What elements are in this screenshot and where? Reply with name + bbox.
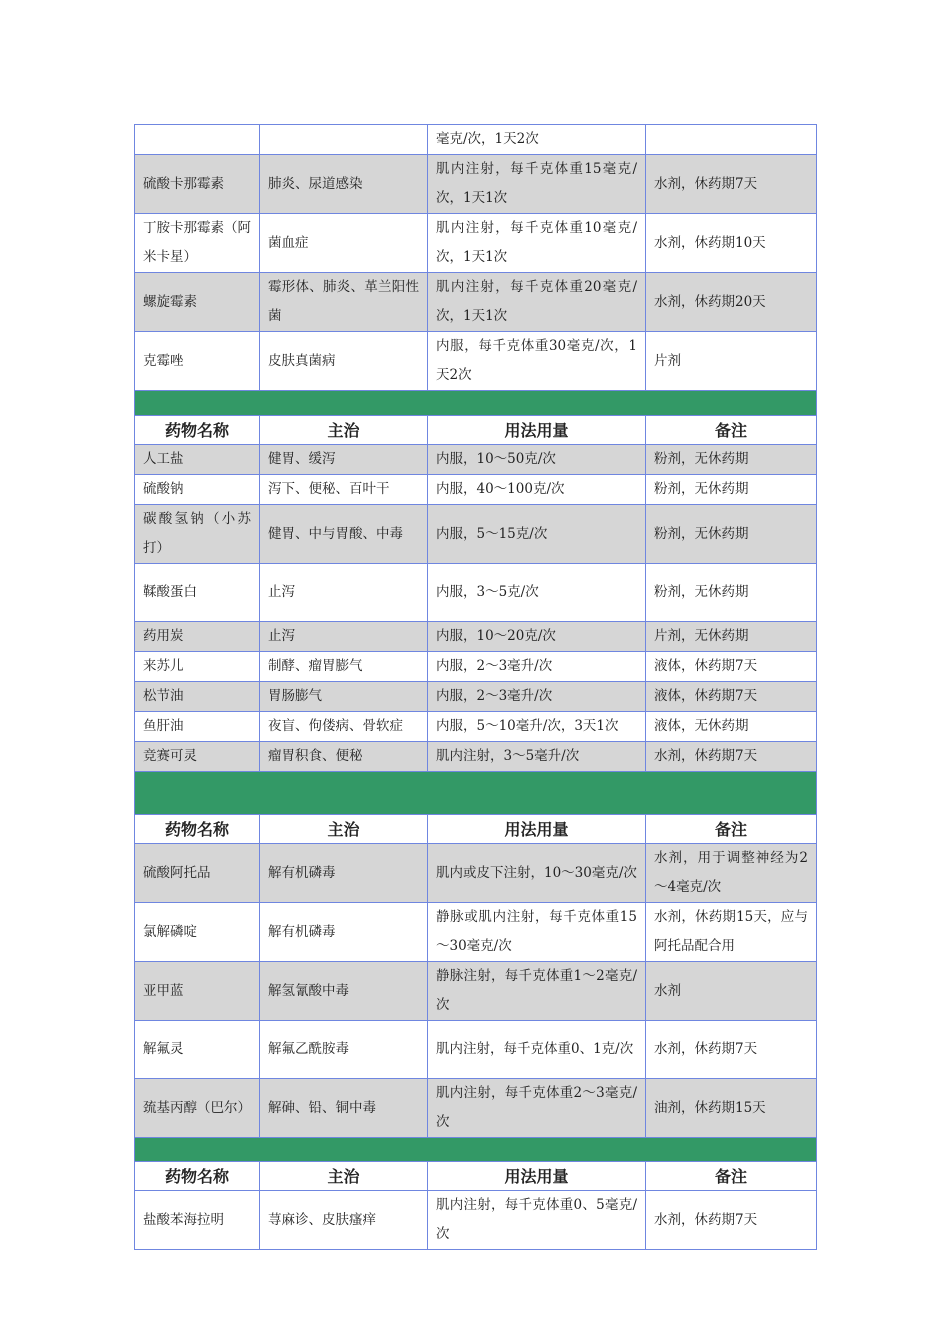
dosage-cell: 肌内注射，每千克体重0、1克/次 bbox=[428, 1021, 646, 1079]
col-header-drug-name: 药物名称 bbox=[135, 416, 260, 445]
dosage-cell: 内服，5～10毫升/次，3天1次 bbox=[428, 712, 646, 742]
section-divider-cell bbox=[135, 1138, 817, 1162]
table-row bbox=[135, 903, 817, 962]
table-row bbox=[135, 652, 817, 682]
header-row bbox=[135, 416, 817, 445]
indication-cell: 夜盲、佝偻病、骨软症 bbox=[260, 712, 428, 742]
col-header-dosage: 用法用量 bbox=[428, 815, 646, 844]
section-divider-cell bbox=[135, 391, 817, 416]
drug-name-cell: 竞赛可灵 bbox=[135, 742, 260, 772]
remark-cell: 水剂，休药期10天 bbox=[646, 214, 817, 273]
table-row bbox=[135, 214, 817, 273]
remark-cell: 水剂，休药期15天，应与阿托品配合用 bbox=[646, 903, 817, 962]
drug-name-cell: 克霉唑 bbox=[135, 332, 260, 391]
indication-cell bbox=[260, 125, 428, 155]
indication-cell: 泻下、便秘、百叶干 bbox=[260, 475, 428, 505]
dosage-cell: 静脉或肌内注射，每千克体重15～30毫克/次 bbox=[428, 903, 646, 962]
drug-name-cell: 硫酸卡那霉素 bbox=[135, 155, 260, 214]
dosage-cell: 静脉注射，每千克体重1～2毫克/次 bbox=[428, 962, 646, 1021]
remark-cell: 粉剂，无休药期 bbox=[646, 564, 817, 622]
section-divider-band bbox=[135, 1138, 817, 1162]
indication-cell: 解氟乙酰胺毒 bbox=[260, 1021, 428, 1079]
drug-name-cell: 解氟灵 bbox=[135, 1021, 260, 1079]
remark-cell: 液体，休药期7天 bbox=[646, 682, 817, 712]
remark-cell: 油剂，休药期15天 bbox=[646, 1079, 817, 1138]
remark-cell: 粉剂，无休药期 bbox=[646, 505, 817, 564]
dosage-cell: 肌内注射，每千克体重10毫克/次，1天1次 bbox=[428, 214, 646, 273]
table-row bbox=[135, 962, 817, 1021]
dosage-cell: 毫克/次，1天2次 bbox=[428, 125, 646, 155]
remark-cell bbox=[646, 125, 817, 155]
drug-name-cell: 硫酸阿托品 bbox=[135, 844, 260, 903]
drug-name-cell: 螺旋霉素 bbox=[135, 273, 260, 332]
dosage-cell: 肌内注射，每千克体重0、5毫克/次 bbox=[428, 1191, 646, 1250]
drug-name-cell: 丁胺卡那霉素（阿米卡星） bbox=[135, 214, 260, 273]
section-divider-band bbox=[135, 772, 817, 815]
table-row bbox=[135, 475, 817, 505]
table-row bbox=[135, 1191, 817, 1250]
remark-cell: 水剂，用于调整神经为2～4毫克/次 bbox=[646, 844, 817, 903]
dosage-cell: 内服，10～20克/次 bbox=[428, 622, 646, 652]
table-row bbox=[135, 742, 817, 772]
remark-cell: 粉剂，无休药期 bbox=[646, 445, 817, 475]
table-row bbox=[135, 844, 817, 903]
table-row bbox=[135, 155, 817, 214]
drug-name-cell: 药用炭 bbox=[135, 622, 260, 652]
col-header-dosage: 用法用量 bbox=[428, 1162, 646, 1191]
remark-cell: 片剂，无休药期 bbox=[646, 622, 817, 652]
col-header-remark: 备注 bbox=[646, 815, 817, 844]
dosage-cell: 内服，5～15克/次 bbox=[428, 505, 646, 564]
dosage-cell: 肌内注射，每千克体重2～3毫克/次 bbox=[428, 1079, 646, 1138]
indication-cell: 制酵、瘤胃膨气 bbox=[260, 652, 428, 682]
dosage-cell: 内服，10～50克/次 bbox=[428, 445, 646, 475]
remark-cell: 水剂，休药期20天 bbox=[646, 273, 817, 332]
table-row bbox=[135, 682, 817, 712]
indication-cell: 荨麻诊、皮肤瘙痒 bbox=[260, 1191, 428, 1250]
indication-cell: 解氢氰酸中毒 bbox=[260, 962, 428, 1021]
header-row bbox=[135, 815, 817, 844]
header-row bbox=[135, 1162, 817, 1191]
col-header-indication: 主治 bbox=[260, 815, 428, 844]
table-row bbox=[135, 332, 817, 391]
drug-name-cell: 松节油 bbox=[135, 682, 260, 712]
section-divider-cell bbox=[135, 772, 817, 815]
table-row bbox=[135, 1021, 817, 1079]
indication-cell: 霉形体、肺炎、革兰阳性菌 bbox=[260, 273, 428, 332]
table-row bbox=[135, 564, 817, 622]
dosage-cell: 内服，2～3毫升/次 bbox=[428, 652, 646, 682]
drug-name-cell: 来苏儿 bbox=[135, 652, 260, 682]
remark-cell: 液体，无休药期 bbox=[646, 712, 817, 742]
remark-cell: 水剂，休药期7天 bbox=[646, 155, 817, 214]
section-divider-band bbox=[135, 391, 817, 416]
indication-cell: 瘤胃积食、便秘 bbox=[260, 742, 428, 772]
indication-cell: 解有机磷毒 bbox=[260, 903, 428, 962]
col-header-indication: 主治 bbox=[260, 1162, 428, 1191]
drug-table-document bbox=[134, 124, 816, 1250]
drug-table bbox=[134, 124, 817, 1250]
table-row bbox=[135, 622, 817, 652]
remark-cell: 水剂，休药期7天 bbox=[646, 1191, 817, 1250]
col-header-remark: 备注 bbox=[646, 416, 817, 445]
remark-cell: 液体，休药期7天 bbox=[646, 652, 817, 682]
indication-cell: 解砷、铅、铜中毒 bbox=[260, 1079, 428, 1138]
indication-cell: 健胃、缓泻 bbox=[260, 445, 428, 475]
drug-name-cell bbox=[135, 125, 260, 155]
dosage-cell: 肌内注射，每千克体重15毫克/次，1天1次 bbox=[428, 155, 646, 214]
remark-cell: 水剂，休药期7天 bbox=[646, 1021, 817, 1079]
col-header-drug-name: 药物名称 bbox=[135, 1162, 260, 1191]
drug-name-cell: 鱼肝油 bbox=[135, 712, 260, 742]
table-row bbox=[135, 505, 817, 564]
indication-cell: 胃肠膨气 bbox=[260, 682, 428, 712]
drug-name-cell: 巯基丙醇（巴尔） bbox=[135, 1079, 260, 1138]
remark-cell: 水剂 bbox=[646, 962, 817, 1021]
remark-cell: 片剂 bbox=[646, 332, 817, 391]
dosage-cell: 肌内注射，每千克体重20毫克/次，1天1次 bbox=[428, 273, 646, 332]
remark-cell: 水剂，休药期7天 bbox=[646, 742, 817, 772]
dosage-cell: 肌内或皮下注射，10～30毫克/次 bbox=[428, 844, 646, 903]
indication-cell: 肺炎、尿道感染 bbox=[260, 155, 428, 214]
dosage-cell: 内服，每千克体重30毫克/次，1天2次 bbox=[428, 332, 646, 391]
dosage-cell: 内服，3～5克/次 bbox=[428, 564, 646, 622]
drug-name-cell: 亚甲蓝 bbox=[135, 962, 260, 1021]
indication-cell: 菌血症 bbox=[260, 214, 428, 273]
drug-name-cell: 碳酸氢钠（小苏打） bbox=[135, 505, 260, 564]
indication-cell: 皮肤真菌病 bbox=[260, 332, 428, 391]
indication-cell: 解有机磷毒 bbox=[260, 844, 428, 903]
indication-cell: 健胃、中与胃酸、中毒 bbox=[260, 505, 428, 564]
dosage-cell: 肌内注射，3～5毫升/次 bbox=[428, 742, 646, 772]
table-row bbox=[135, 1079, 817, 1138]
table-row bbox=[135, 125, 817, 155]
dosage-cell: 内服，40～100克/次 bbox=[428, 475, 646, 505]
col-header-dosage: 用法用量 bbox=[428, 416, 646, 445]
col-header-drug-name: 药物名称 bbox=[135, 815, 260, 844]
dosage-cell: 内服，2～3毫升/次 bbox=[428, 682, 646, 712]
drug-name-cell: 盐酸苯海拉明 bbox=[135, 1191, 260, 1250]
col-header-indication: 主治 bbox=[260, 416, 428, 445]
table-row bbox=[135, 712, 817, 742]
indication-cell: 止泻 bbox=[260, 564, 428, 622]
drug-name-cell: 鞣酸蛋白 bbox=[135, 564, 260, 622]
remark-cell: 粉剂，无休药期 bbox=[646, 475, 817, 505]
drug-name-cell: 氯解磷啶 bbox=[135, 903, 260, 962]
drug-name-cell: 硫酸钠 bbox=[135, 475, 260, 505]
table-row bbox=[135, 445, 817, 475]
drug-name-cell: 人工盐 bbox=[135, 445, 260, 475]
indication-cell: 止泻 bbox=[260, 622, 428, 652]
table-row bbox=[135, 273, 817, 332]
col-header-remark: 备注 bbox=[646, 1162, 817, 1191]
